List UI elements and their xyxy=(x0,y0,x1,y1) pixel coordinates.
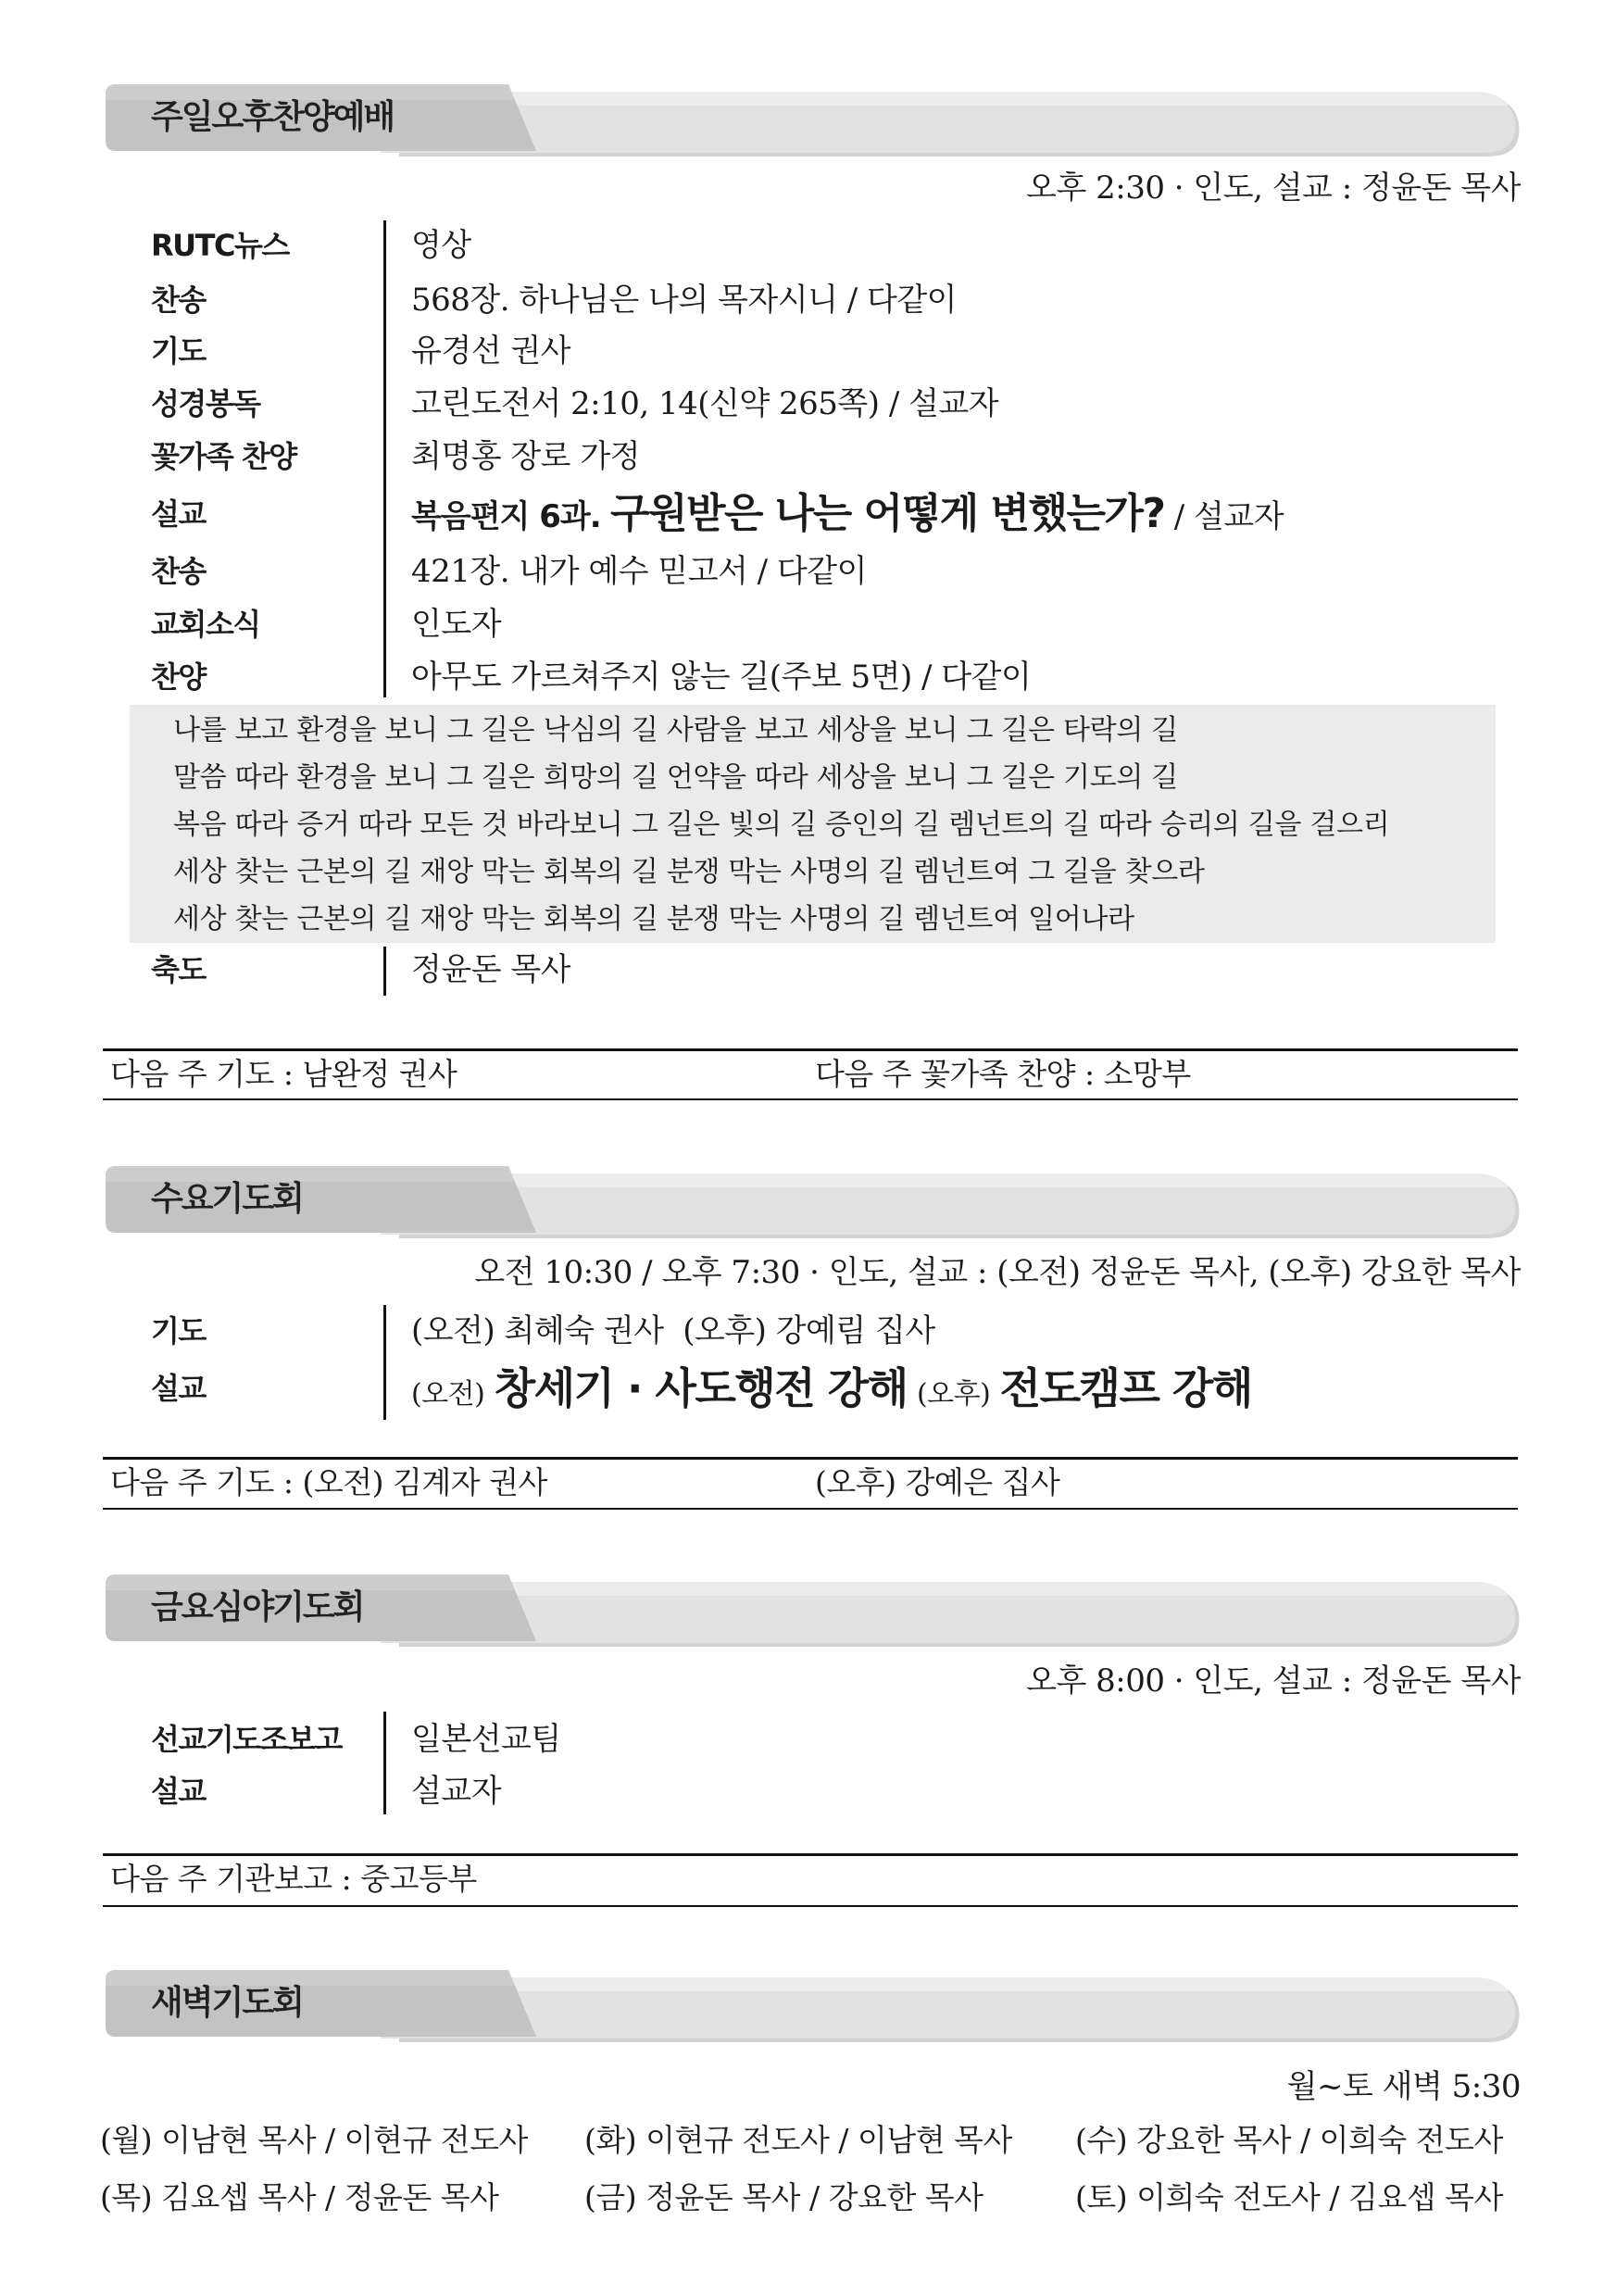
order-value: 설교자 xyxy=(411,1773,502,1810)
section-title: 새벽기도회 xyxy=(151,1984,303,2022)
order-value: 아무도 가르쳐주지 않는 길(주보 5면) / 다같이 xyxy=(411,659,1032,696)
order-value: 고린도전서 2:10, 14(신약 265쪽) / 설교자 xyxy=(411,385,999,422)
order-value: 유경선 권사 xyxy=(411,332,571,370)
order-row xyxy=(0,654,1616,700)
sermon-value xyxy=(411,485,1284,546)
order-row xyxy=(0,548,1616,595)
next-week-report: 다음 주 기관보고 : 중고등부 xyxy=(110,1861,477,1897)
order-value: 568장. 하나님은 나의 목자시니 / 다같이 xyxy=(411,282,958,319)
order-label: 기도 xyxy=(151,1313,206,1349)
sermon-value xyxy=(411,1360,1252,1424)
section-banner-sunday xyxy=(103,83,1520,157)
order-row xyxy=(0,222,1616,269)
order-row xyxy=(0,277,1616,323)
benediction-row xyxy=(0,947,1616,993)
sermon-am-tag: (오전) xyxy=(411,1378,485,1411)
dawn-schedule-item: (금) 정윤돈 목사 / 강요한 목사 xyxy=(584,2179,983,2215)
lyrics-box xyxy=(130,705,1496,943)
order-value: 421장. 내가 예수 믿고서 / 다같이 xyxy=(411,553,867,590)
order-value: 영상 xyxy=(411,227,471,264)
section-title: 금요심야기도회 xyxy=(151,1588,364,1626)
order-label: 교회소식 xyxy=(151,607,260,642)
next-week-prayer-am: 다음 주 기도 : (오전) 김계자 권사 xyxy=(110,1464,547,1500)
order-label: 찬양 xyxy=(151,659,206,695)
sermon-preacher: / 설교자 xyxy=(1173,498,1284,535)
next-week-bottom-rule xyxy=(103,1905,1518,1907)
order-label: 설교 xyxy=(151,1371,206,1406)
section-banner-wednesday xyxy=(103,1165,1520,1239)
order-value: 최명홍 장로 가정 xyxy=(411,438,641,475)
next-week-prayer: 다음 주 기도 : 남완정 권사 xyxy=(110,1056,457,1092)
service-time: 오전 10:30 / 오후 7:30 · 인도, 설교 : (오전) 정윤돈 목사, (오후) 강요한 목사 xyxy=(474,1254,1521,1291)
next-week-bottom-rule xyxy=(103,1508,1518,1510)
section-title: 수요기도회 xyxy=(151,1180,303,1218)
banner-shape xyxy=(103,1969,1520,2043)
order-row xyxy=(0,328,1616,374)
lyrics-line: 복음 따라 증거 따라 모든 것 바라보니 그 길은 빛의 길 증인의 길 렘넌트의 길 따라 승리의 길을 걸으리 xyxy=(173,809,1390,841)
service-time: 오후 8:00 · 인도, 설교 : 정윤돈 목사 xyxy=(1026,1662,1521,1700)
dawn-schedule-item: (목) 김요셉 목사 / 정윤돈 목사 xyxy=(100,2179,499,2215)
lyrics-line: 말씀 따라 환경을 보니 그 길은 희망의 길 언약을 따라 세상을 보니 그 길은 기도의 길 xyxy=(173,761,1178,794)
order-row xyxy=(0,601,1616,647)
order-label: 축도 xyxy=(151,952,206,987)
sermon-pm-title: 전도캠프 강해 xyxy=(999,1363,1252,1413)
sermon-am-title: 창세기 · 사도행전 강해 xyxy=(494,1363,908,1413)
service-time: 오후 2:30 · 인도, 설교 : 정윤돈 목사 xyxy=(1026,169,1521,207)
order-row xyxy=(0,1308,1616,1354)
next-week-flower-family: 다음 주 꽃가족 찬양 : 소망부 xyxy=(815,1056,1191,1092)
order-value: 정윤돈 목사 xyxy=(411,951,571,988)
banner-shape xyxy=(103,1165,1520,1239)
dawn-schedule-item: (월) 이남현 목사 / 이현규 전도사 xyxy=(100,2122,528,2158)
dawn-schedule-item: (토) 이희숙 전도사 / 김요셉 목사 xyxy=(1075,2179,1503,2215)
dawn-schedule-item: (수) 강요한 목사 / 이희숙 전도사 xyxy=(1075,2122,1503,2158)
order-label: RUTC뉴스 xyxy=(151,228,289,263)
lyrics-line: 세상 찾는 근본의 길 재앙 막는 회복의 길 분쟁 막는 사명의 길 렘넌트여 일어나라 xyxy=(173,903,1134,935)
prayer-pm: (오후) 강예림 집사 xyxy=(683,1312,935,1349)
service-time: 월~토 새벽 5:30 xyxy=(1286,2068,1521,2105)
order-label: 설교 xyxy=(151,496,206,532)
sermon-series: 복음편지 6과. xyxy=(411,498,601,535)
order-value: 인도자 xyxy=(411,606,502,643)
next-week-bottom-rule xyxy=(103,1098,1518,1100)
order-label: 꽃가족 찬양 xyxy=(151,439,296,474)
order-label: 설교 xyxy=(151,1774,206,1809)
sermon-row xyxy=(0,1360,1616,1417)
next-week-prayer-pm: (오후) 강예은 집사 xyxy=(815,1464,1060,1500)
order-row xyxy=(0,381,1616,427)
order-label: 찬송 xyxy=(151,554,206,589)
section-banner-friday xyxy=(103,1574,1520,1648)
order-value xyxy=(411,1308,935,1354)
order-label: 찬송 xyxy=(151,282,206,318)
order-label: 기도 xyxy=(151,333,206,369)
dawn-schedule-item: (화) 이현규 전도사 / 이남현 목사 xyxy=(584,2122,1012,2158)
section-banner-dawn xyxy=(103,1969,1520,2043)
order-value: 일본선교팀 xyxy=(411,1721,561,1758)
order-row xyxy=(0,433,1616,480)
order-label: 선교기도조보고 xyxy=(151,1722,342,1757)
lyrics-line: 세상 찾는 근본의 길 재앙 막는 회복의 길 분쟁 막는 사명의 길 렘넌트여 그 길을 찾으라 xyxy=(173,856,1205,888)
sermon-pm-tag: (오후) xyxy=(916,1378,991,1411)
sermon-title: 구원받은 나는 어떻게 변했는가? xyxy=(609,490,1165,537)
lyrics-line: 나를 보고 환경을 보니 그 길은 낙심의 길 사람을 보고 세상을 보니 그 길은 타락의 길 xyxy=(173,714,1178,747)
prayer-am: (오전) 최혜숙 권사 xyxy=(411,1312,664,1349)
order-row xyxy=(0,1768,1616,1814)
order-label: 성경봉독 xyxy=(151,386,260,421)
sermon-row xyxy=(0,485,1616,543)
section-title: 주일오후찬양예배 xyxy=(151,98,395,136)
order-row xyxy=(0,1716,1616,1763)
